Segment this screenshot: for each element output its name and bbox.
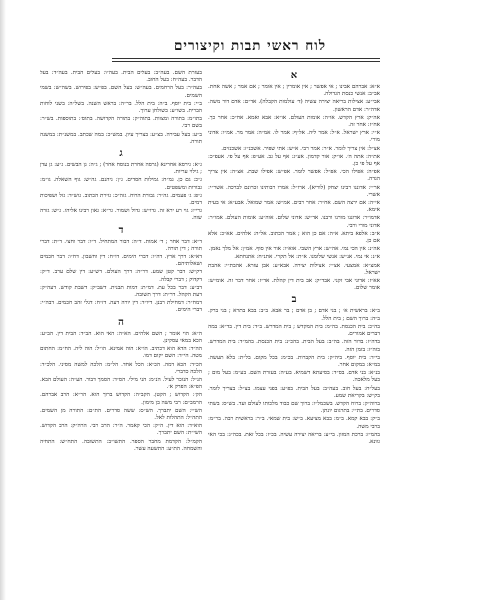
abbreviation-entry: בה״כ: בית הכנסת. בה״מ: בית המקדש ; בית המדרש. ב״ד: בית דין. בד״א: במה דברים אמורים.	[208, 323, 380, 338]
abbreviation-entry: הק׳: הקדוש ; הקטן. הקב״ה: הקדוש ברוך הוא. הר״א: הרב אברהם. הרמב״ם: רבי משה בן מימון.	[40, 392, 202, 406]
section-letter-heading: ב	[291, 294, 297, 306]
abbreviation-entry: הש״י: השם יתברך. הש״ס: ששה סדרים. הת״ם: התורה מן השמים. התה״ל: התהלות לאל.	[40, 407, 202, 421]
abbreviation-entry: ג״כ: גם כן. גמ״ח: גמילות חסדים. ג״ן: גיהנם. גה״ש: גוף השאלה. גו״מ: גבורות ומשפטים.	[40, 177, 202, 191]
abbreviation-entry: בדה״ז: בדור הזה. בה״ב: בעל הבית. בהכ״נ: בית הכנסת. בהמ״ד: בית המדרש. בזה״ז: בזמן הזה.	[208, 339, 380, 353]
abbreviation-entry: בעזרת השם. בעה״ב: בעלים הבית. בעה״ו: בעלים הבית. בעה״ד: בעל הדבר. בעה״ח: בעל החוב.	[40, 70, 202, 84]
section-letter-heading: ג	[119, 148, 123, 160]
abbreviation-entry: א״נ: אי נמי. אנ״ש: אנשי שלומנו. א״ת: אל תקרי. אתנ״ח: אתנחתא.	[234, 254, 380, 261]
abbreviation-entry: א״א: אברהם אבינו ; אי אפשר ; אין אומרין ; אין אומר ; אם אמר ; אשה אחת. אב״ב: אנשי כנסת הגדולה.	[208, 84, 380, 98]
section-letter-heading: ה	[118, 316, 124, 328]
abbreviation-entry: בהמ״ז: ברכת המזון. בי״ע: בריאה יצירה עשיה. בכ״ז: בכל זאת. בכה״ג: בכי האי גוונא.	[208, 431, 380, 445]
abbreviation-entry: אה״ק: ארץ הקדש. או״ה: אומות העולם. או״א: אבא ואמא. אח״כ: אחר כך. אח״ז: אחר זה.	[208, 114, 380, 129]
abbreviation-section	[208, 70, 380, 292]
abbreviation-entry: גרי״ז: גוי רע ירא זה. גדו״ש: גדול ושמור. גר״א: גאון רבינו אליהו. ג״ש: גזרה שוה.	[40, 208, 202, 222]
section-letter-heading: ד	[118, 224, 124, 236]
abbreviation-entry: ה״א: הוי אומר ; השם אלהים. הא״ה: האי הוא. הב״ד: הבית דין. הב״ע: הכא במאי עסקינן.	[40, 330, 202, 344]
abbreviation-entry: את״ה: אתה ה׳. או״ק: אור קדמון. אע״ג: אף על גב. אע״פ: אף על פי. אעפ״כ: אף על פי כן.	[208, 153, 380, 168]
title-rule-top	[112, 58, 380, 59]
abbreviation-entry: בעה״ר: בעל הרחמים. בעה״ש: בעל השם. בפ״ש: בפירוש. בשה״ש: בשמי השמים.	[40, 85, 202, 99]
abbreviation-entry: הנ״ל: הנזכר לעיל. הנ״מ: הני מילי. הס״ד: הסמך דבור. הע״ה: העולם הבא. הפ״א: הפרק א׳.	[40, 376, 202, 391]
abbreviation-entry: דק״ש: דבר קטן שמע. דר״ה: דרך העולם. דש״ע: דין שלם ערב. ד״ק: דקדוק ; דברי קבלה.	[40, 269, 202, 283]
abbreviation-entry: בתו״מ: בתורה ומצוות. בתוה״ק: בתורה הקדושה. בתוס׳: בתוספות. בש״ר: בשם רבי.	[40, 116, 202, 130]
abbreviation-entry: דב״ע: דבר בכל עת. דמ״ת: דמות תבנית. דשב״ק: דשבת קודש. דעה״ק: דעת הקהל. דר״ת: דרך תשובה.	[40, 284, 202, 299]
section-letter-heading: א	[290, 70, 298, 81]
scan-edge-shadow	[0, 0, 6, 600]
abbreviation-section	[40, 317, 202, 453]
abbreviation-entry: אי״ה: אם ירצה השם. אח״ר: אחר רבים. אמ״ש: אמר שמואל. אבע״א: אי בעית אימא.	[208, 200, 380, 214]
abbreviation-entry: אא״ז: אדוני אבי זקני. אבד״ק: אב בית דין קהלת. אד״ז: אחר דבר זה. אומ״ש: אומר שלום.	[208, 278, 380, 292]
abbreviation-entry: ב״ק: בבא קמא. ב״מ: בבא מציעא. ב״ש: בית שמאי. ב״ר: בראשית רבה. בר״מ: ברבי משה.	[208, 416, 380, 430]
abbreviation-entry: ברוה״ק: ברוח הקדש. בשכמל״ו: ברוך שם כבוד מלכותו לעולם ועד. בש״ס: בשתי סדרים. בת״י: בתרגום יונתן.	[208, 400, 380, 415]
page-title: לוח ראשי תבות וקיצורים	[173, 38, 327, 54]
abbreviation-entry: אדמו״ר: אדוננו מורנו ורבנו. אד״ש: אדוני שלום. אוה״ע: אומות העולם. אמו״ר: אדוני מורי ורבי.	[208, 215, 380, 229]
abbreviation-entry: א״ב: אלפא ביתא. א״ה: אם כן הוא ; אמר הכתוב. אל״ה: אלהים. אא״כ: אלא אם כן.	[208, 230, 380, 245]
abbreviation-entry: אה״נ: אין הכי נמי. אה״ש: ארץ השבי. אוא״ו: אור אין סוף. אמ״ן: אל מלך נאמן.	[208, 246, 380, 253]
abbreviation-entry: ג״פ: ג׳ פעמים. גה״ר: גבורת הרוח. גזה״כ: גזירת הכתוב. גוש״ד: גזל ושפיכות דמים.	[40, 192, 202, 207]
abbreviation-section	[40, 70, 202, 146]
abbreviation-section	[208, 294, 380, 446]
abbreviation-entry: ד״א: דבר אחר ; ד׳ אמות. ד״ה: דבור המתחיל. ד״ו: דבר וחצי. ד״ת: דברי תורה ; דין תורה.	[40, 238, 202, 252]
abbreviation-entry: הה״ד: הדא הוא דכתיב. הו״א: הוה אמינא. הו״ל: הוה ליה. הח״מ: החתום מטה. הי״ד: השם יקום דמו.	[40, 346, 202, 360]
abbreviation-section	[40, 225, 202, 315]
abbreviation-entry: ב״י: בית יוסף. ב״ה: בית הלל. בר״ה: בראש השנה. בשל״ה: בשני לוחות הברית. בשו״ע: בשולחן ערוך.	[40, 100, 202, 115]
abbreviation-entry: בנ״א: בני אדם. בס״ד: בסיעתא דשמיא. בע״ה: בעזרת השם. בע״מ: בעל מום ; בעל מלאכה.	[208, 370, 380, 384]
abbreviation-entry: אפ״ה: אפילו הכי. אפ״ל: אפשר לומר. אפ״ש: אפילו שבת. אצ״ה: אין צריך הגדה.	[208, 169, 380, 183]
abbreviation-entry: אבי״ע: אצילות בריאה יצירה עשיה (ד׳ עולמות הקבלה). אד״ם: אדם דור משה. אדה״ר: אדם הראשון.	[208, 99, 380, 113]
abbreviation-entry: הקמ״ל: הקדמת מחבר הספר. התשו״ב: התשובה. התח״ש: התחיה והשמחה. הת״ע: התשעה עשר.	[40, 438, 202, 452]
abbreviation-entry: אר״י: אדוננו רבינו יצחק (לוריא). ארז״ל: אמרו רבותינו זכרונם לברכה. אשר״י: אשרי.	[208, 184, 380, 198]
abbreviation-section	[40, 148, 202, 223]
title-rule-bottom	[112, 61, 380, 62]
abbreviation-entry: ב״א: בראשית א׳ ; בני אדם ; בן אדם ; בר אבא. ב״ב: בבא בתרא ; בני ברק. ב״ה: ברוך השם ; בית הלל.	[208, 308, 380, 322]
abbreviation-entry: הוא״ד: הוא דין. ה״ק: הכי קאמר. ה״ר: הרב רבי. הרה״ק: הרב הקדוש. השי״ת: השם יתברך.	[40, 423, 202, 437]
abbreviation-entry: אמצ״א: אמצעי. אצ״י: אצילות יצירה. אבא״ע: אבן עזרא. אהבת״י: אהבת ישראל.	[208, 262, 380, 276]
abbreviation-entry: דא״א: דרך ארץ. דה״ו: דברי הימים. דו״ח: דין וחשבון. דח״ו: דבר חכמים ושאלותיהם.	[40, 254, 202, 268]
abbreviation-entry: בעל״ח: בעל חוב. בעה״ב: בעל הבית. בפ״ע: בפני עצמו. בצ״ל: בצריך לומר. בק״ש: בקריאת שמע.	[208, 385, 380, 399]
abbreviation-entry: הכ״ד: הכא דמה. הכ״א: הכל אחד. הל״מ: הלכה למשה מסיני. הלכ״ד: הלכה כדברי.	[40, 361, 202, 375]
abbreviation-entry: ג״א: גירסא אחרינא (גרסה אחרת בנוסח אחר) ; ג״ה: גן הבשים. ג״ע: גן עדן ; גילוי עריות.	[40, 162, 202, 176]
abbreviation-entry: אצ״ל: אין צריך לומר. א״ר: אמר רבי. א״ש: אתי שפיר. אשכנ״ז: אשכנזים.	[221, 145, 380, 152]
abbreviation-entry: בי״ד: בית יוסף. ביה״ק: בית הקברות. בכ״מ: בכל מקום. בל״ת: בלא תעשה. במ״א: במקום אחר.	[208, 354, 380, 368]
abbreviation-entry: א״י: ארץ ישראל. א״ל: אמר ליה. אל״ף: אמר לו. אמ״ה: אמר מר. אמ״ו: אדוני מורי.	[208, 130, 380, 144]
abbreviation-entry: ב״ע: בעל עבירה. בצ״ע: בצריך עיון. במש״כ: במה שכתב. במשנ״ת: במשנה תורה.	[40, 131, 202, 145]
abbreviation-entry: דמח״ר: דמחילת רבנן. דיו״ד: דין יורה דעה. דז״ח: דגלי זהב חכמים. דבה״י: דברי הימים.	[40, 300, 202, 314]
left-column	[40, 70, 202, 585]
right-column	[208, 68, 380, 583]
